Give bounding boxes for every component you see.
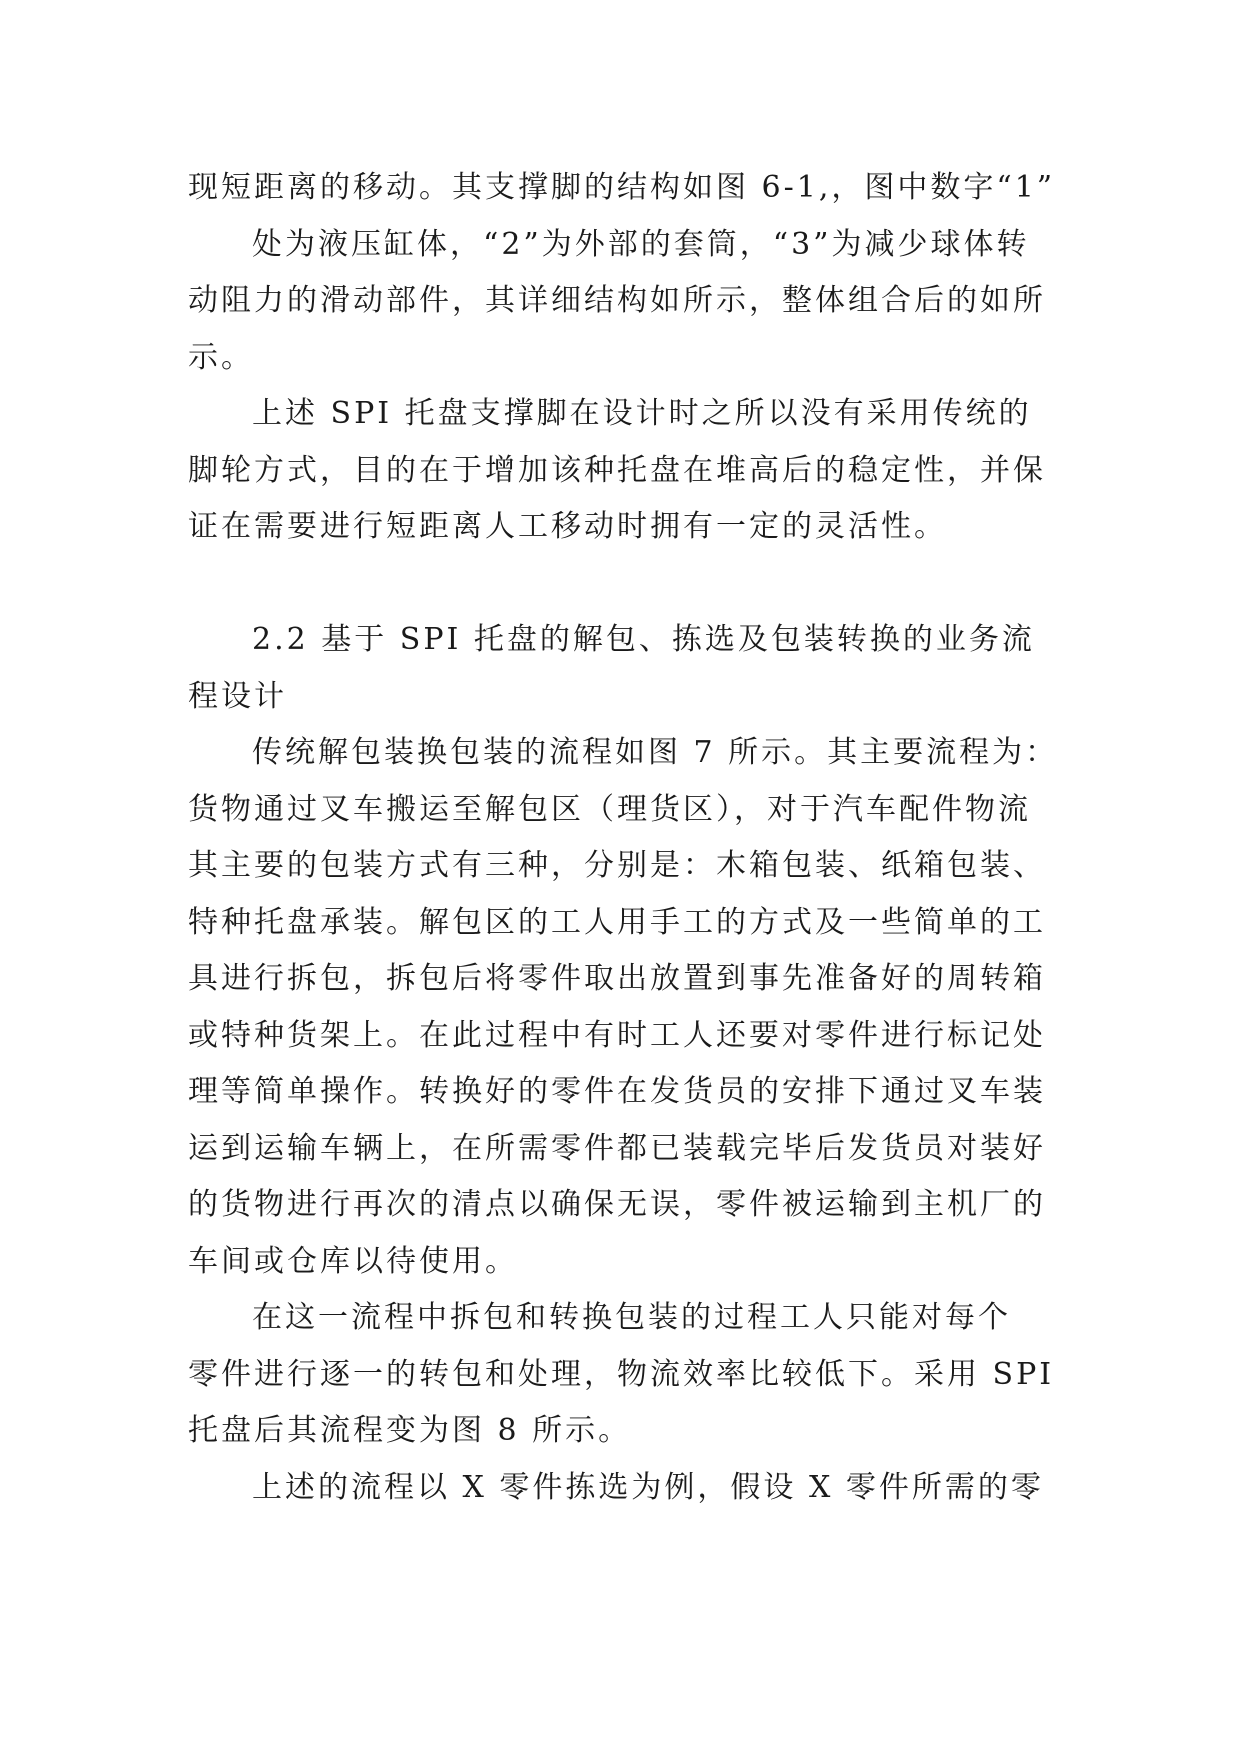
text-line: 或特种货架上。在此过程中有时工人还要对零件进行标记处 <box>188 1017 1046 1053</box>
text-line: 其主要的包装方式有三种，分别是：木箱包装、纸箱包装、 <box>188 848 1046 883</box>
text-line: 车间或仓库以待使用。 <box>188 1243 518 1279</box>
text-line: 零件进行逐一的转包和处理，物流效率比较低下。采用 SPI <box>188 1356 1055 1392</box>
section-heading-continued: 程设计 <box>188 678 287 714</box>
text-line: 在这一流程中拆包和转换包装的过程工人只能对每个 <box>252 1300 1011 1335</box>
text-line: 具进行拆包，拆包后将零件取出放置到事先准备好的周转箱 <box>188 961 1046 996</box>
text-line: 特种托盘承装。解包区的工人用手工的方式及一些简单的工 <box>188 904 1046 940</box>
text-line: 托盘后其流程变为图 8 所示。 <box>188 1413 632 1448</box>
text-line: 上述 SPI 托盘支撑脚在设计时之所以没有采用传统的 <box>252 396 1032 431</box>
text-line: 的货物进行再次的清点以确保无误，零件被运输到主机厂的 <box>188 1187 1046 1222</box>
section-heading: 2.2 基于 SPI 托盘的解包、拣选及包装转换的业务流 <box>252 622 1035 657</box>
paragraph-gap <box>188 556 1058 613</box>
text-line: 脚轮方式，目的在于增加该种托盘在堆高后的稳定性，并保 <box>188 452 1046 488</box>
body-text <box>188 160 1058 1516</box>
text-line: 现短距离的移动。其支撑脚的结构如图 6-1,，图中数字“1” <box>188 170 1056 205</box>
text-line: 货物通过叉车搬运至解包区（理货区），对于汽车配件物流 <box>188 791 1031 827</box>
text-line: 运到运输车辆上，在所需零件都已装载完毕后发货员对装好 <box>188 1130 1046 1166</box>
text-line: 理等简单操作。转换好的零件在发货员的安排下通过叉车装 <box>188 1074 1046 1109</box>
text-line: 传统解包装换包装的流程如图 7 所示。其主要流程为： <box>252 735 1059 770</box>
text-line: 示。 <box>188 339 254 375</box>
text-line: 上述的流程以 X 零件拣选为例，假设 X 零件所需的零 <box>252 1469 1044 1505</box>
text-line: 动阻力的滑动部件，其详细结构如所示，整体组合后的如所 <box>188 283 1046 318</box>
text-line: 处为液压缸体，“2”为外部的套筒，“3”为减少球体转 <box>252 226 1030 262</box>
text-line: 证在需要进行短距离人工移动时拥有一定的灵活性。 <box>188 509 947 544</box>
